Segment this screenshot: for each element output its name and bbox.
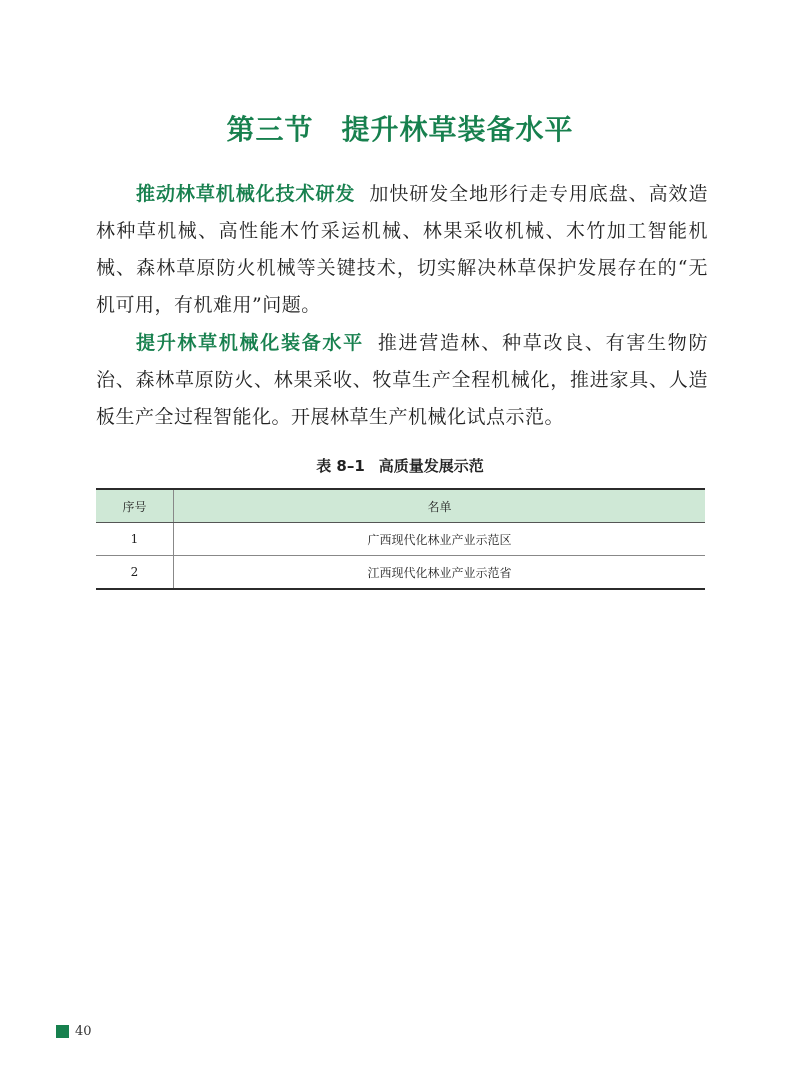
- paragraph-rd: [96, 176, 708, 324]
- page-footer: [56, 1024, 92, 1039]
- cell-index: 1: [96, 523, 174, 556]
- paragraph-equipment: [96, 325, 708, 436]
- cell-name: 江西现代化林业产业示范省: [174, 556, 706, 590]
- section-title: [0, 108, 800, 148]
- table-row: [96, 556, 705, 590]
- header-index: 序号: [96, 489, 174, 523]
- section-heading: 提升林草装备水平: [341, 113, 574, 146]
- paragraph-keyword: 推动林草机械化技术研发: [136, 183, 356, 205]
- section-number: 第三节: [226, 113, 314, 146]
- table-caption: [0, 455, 800, 476]
- header-name: 名单: [174, 489, 706, 523]
- paragraph-text: 加快研发全地形行走专用底盘、高效造林种草机械、高性能木竹采运机械、林果采收机械、木竹加工智能机械、森林草原防火机械等关键技术，切实解决林草保护发展存在的“无机可用，有机难用”问题。: [96, 183, 708, 316]
- table-header-row: [96, 489, 705, 523]
- paragraph-keyword: 提升林草机械化装备水平: [136, 332, 364, 354]
- cell-index: 2: [96, 556, 174, 590]
- page-number: 40: [75, 1024, 92, 1039]
- table-row: [96, 523, 705, 556]
- demo-table: [96, 488, 705, 590]
- page-marker-icon: [56, 1025, 69, 1038]
- cell-name: 广西现代化林业产业示范区: [174, 523, 706, 556]
- table-caption-title: 高质量发展示范: [378, 457, 484, 475]
- paragraph-text: 推进营造林、种草改良、有害生物防治、森林草原防火、林果采收、牧草生产全程机械化，推进家具、人造板生产全过程智能化。开展林草生产机械化试点示范。: [96, 332, 708, 428]
- table-caption-number: 表 8–1: [316, 457, 365, 475]
